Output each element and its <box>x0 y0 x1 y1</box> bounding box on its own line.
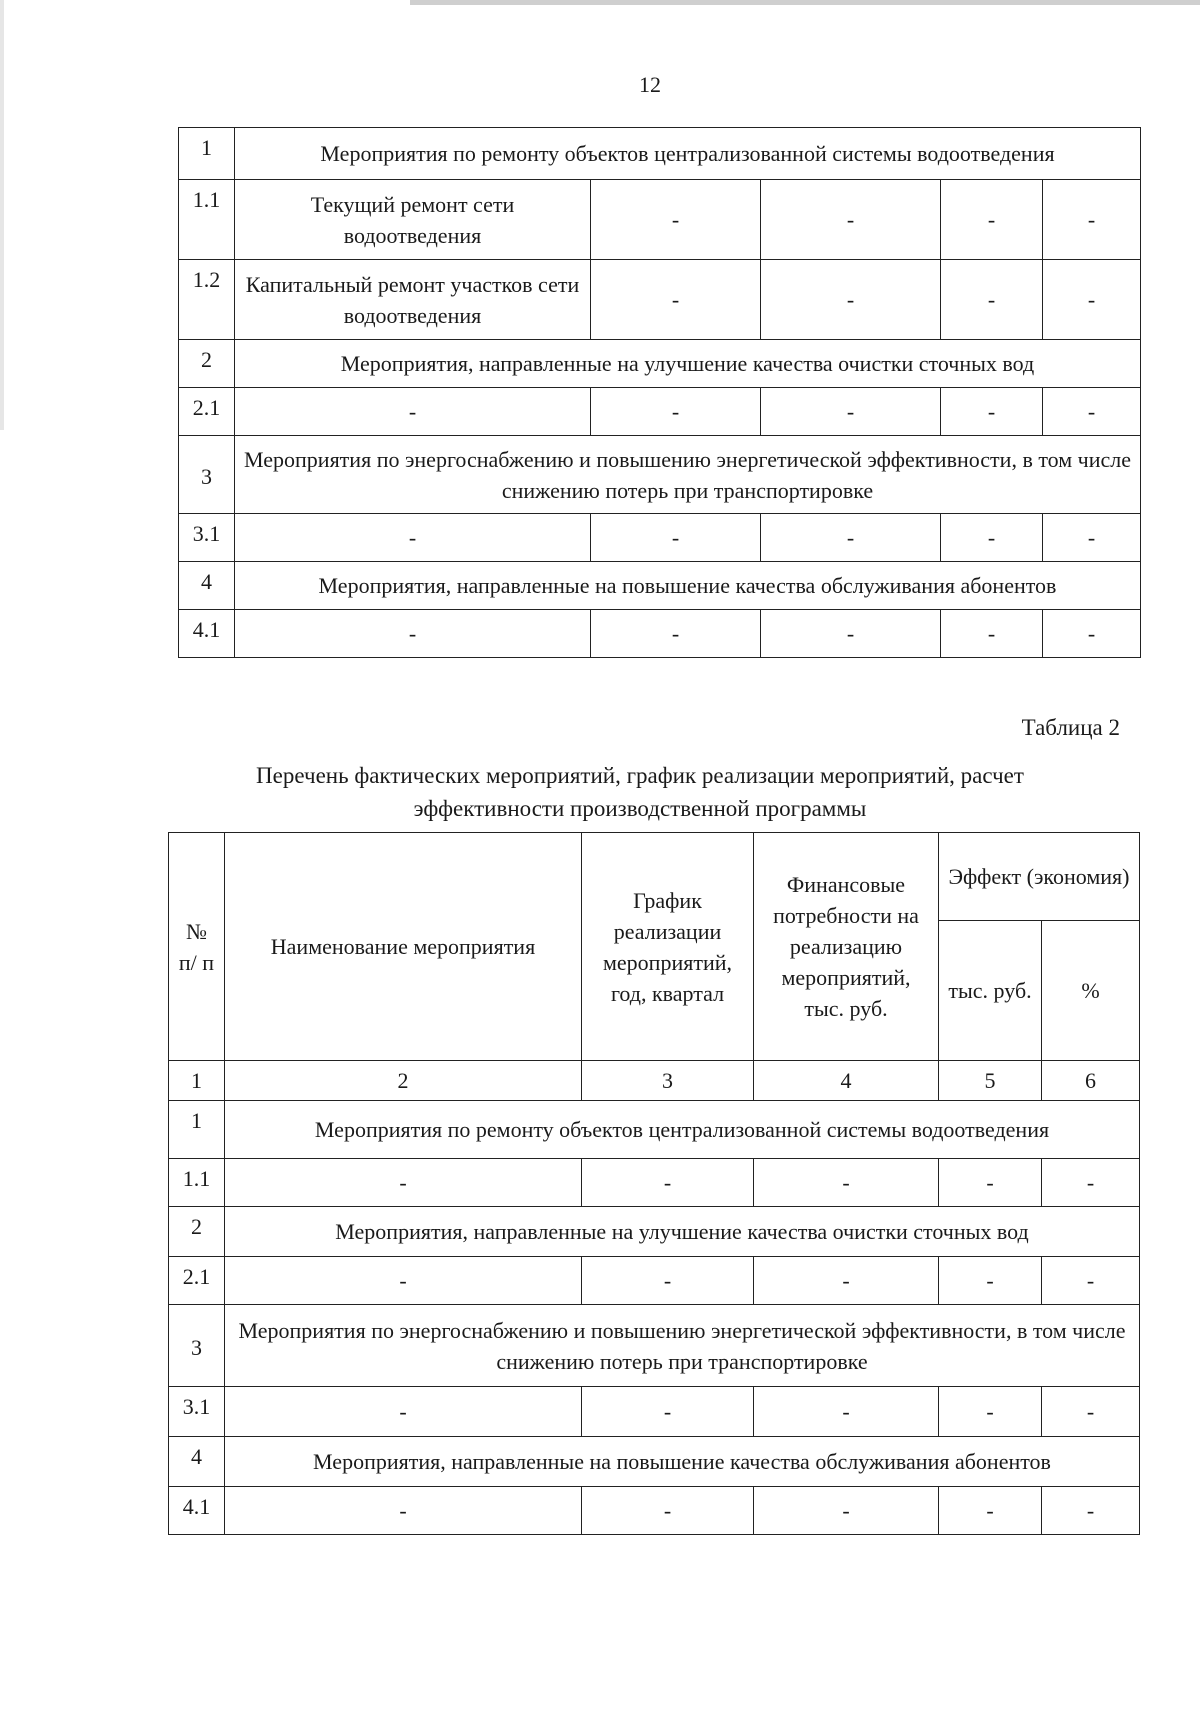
table-row <box>179 388 1141 436</box>
row-number: 2.1 <box>169 1257 225 1305</box>
page-number: 12 <box>639 72 661 97</box>
row-number: 1.1 <box>169 1159 225 1207</box>
cell-value: - <box>582 1387 754 1437</box>
measure-name: - <box>225 1487 582 1535</box>
measure-name: - <box>225 1159 582 1207</box>
section-title: Мероприятия, направленные на повышение качества обслуживания абонентов <box>225 1437 1140 1487</box>
cell-value: - <box>939 1159 1042 1207</box>
cell-value: - <box>1042 1159 1140 1207</box>
row-number: 1.2 <box>179 260 235 340</box>
column-number: 4 <box>754 1061 939 1101</box>
cell-value: - <box>941 388 1043 436</box>
cell-value: - <box>591 260 761 340</box>
table-2-title <box>140 759 1140 825</box>
table-2-caption: Таблица 2 <box>1021 715 1120 740</box>
cell-value: - <box>1043 388 1141 436</box>
column-number: 5 <box>939 1061 1042 1101</box>
section-title: Мероприятия по ремонту объектов централизованной системы водоотведения <box>235 128 1141 180</box>
cell-value: - <box>582 1257 754 1305</box>
scan-edge-top <box>410 0 1200 5</box>
section-title: Мероприятия, направленные на улучшение качества очистки сточных вод <box>225 1207 1140 1257</box>
column-number: 3 <box>582 1061 754 1101</box>
cell-value: - <box>941 514 1043 562</box>
table-2-title-line-1: Перечень фактических мероприятий, график реализации мероприятий, расчет <box>256 763 1024 788</box>
cell-value: - <box>761 610 941 658</box>
cell-value: - <box>591 388 761 436</box>
column-number: 2 <box>225 1061 582 1101</box>
cell-value: - <box>754 1159 939 1207</box>
table-row <box>169 1207 1140 1257</box>
row-number: 4.1 <box>179 610 235 658</box>
row-number: 4 <box>169 1437 225 1487</box>
cell-value: - <box>1043 260 1141 340</box>
row-number: 1 <box>179 128 235 180</box>
row-number: 1.1 <box>179 180 235 260</box>
column-number: 1 <box>169 1061 225 1101</box>
table-row <box>179 180 1141 260</box>
header-effect-percent: % <box>1042 921 1140 1061</box>
table-row <box>179 128 1141 180</box>
section-title: Мероприятия, направленные на повышение качества обслуживания абонентов <box>235 562 1141 610</box>
table-row <box>179 436 1141 514</box>
cell-value: - <box>582 1159 754 1207</box>
table-row <box>169 1101 1140 1159</box>
row-number: 1 <box>169 1101 225 1159</box>
row-number: 3.1 <box>179 514 235 562</box>
measure-name: - <box>225 1257 582 1305</box>
cell-value: - <box>941 260 1043 340</box>
table-2-title-line-2: эффективности производственной программы <box>413 796 867 821</box>
row-number: 3 <box>179 436 235 514</box>
header-name: Наименование мероприятия <box>225 833 582 1061</box>
measure-name: - <box>235 610 591 658</box>
cell-value: - <box>1042 1487 1140 1535</box>
section-title: Мероприятия по ремонту объектов централизованной системы водоотведения <box>225 1101 1140 1159</box>
column-number: 6 <box>1042 1061 1140 1101</box>
cell-value: - <box>591 514 761 562</box>
cell-value: - <box>761 388 941 436</box>
row-number: 3.1 <box>169 1387 225 1437</box>
cell-value: - <box>754 1387 939 1437</box>
cell-value: - <box>941 180 1043 260</box>
table-row <box>169 1159 1140 1207</box>
scan-edge-left <box>0 0 4 430</box>
table-row <box>169 1387 1140 1437</box>
row-number: 4.1 <box>169 1487 225 1535</box>
table-row <box>179 562 1141 610</box>
row-number: 2 <box>179 340 235 388</box>
header-schedule: График реализации мероприятий, год, квартал <box>582 833 754 1061</box>
column-numbers-row <box>169 1061 1140 1101</box>
table-2 <box>168 832 1140 1535</box>
measure-name: - <box>235 388 591 436</box>
table-row <box>179 610 1141 658</box>
header-finance: Финансовые потребности на реализацию мероприятий, тыс. руб. <box>754 833 939 1061</box>
cell-value: - <box>939 1487 1042 1535</box>
table-row <box>179 514 1141 562</box>
table-row <box>169 1305 1140 1387</box>
section-title: Мероприятия по энергоснабжению и повышению энергетической эффективности, в том числе снижению потерь при транспортировке <box>225 1305 1140 1387</box>
measure-name: - <box>225 1387 582 1437</box>
cell-value: - <box>591 610 761 658</box>
cell-value: - <box>1043 610 1141 658</box>
header-effect-rub: тыс. руб. <box>939 921 1042 1061</box>
measure-name: Текущий ремонт сети водоотведения <box>235 180 591 260</box>
table-row <box>169 1487 1140 1535</box>
cell-value: - <box>591 180 761 260</box>
cell-value: - <box>939 1387 1042 1437</box>
table-row <box>169 1257 1140 1305</box>
cell-value: - <box>1043 514 1141 562</box>
cell-value: - <box>1042 1387 1140 1437</box>
header-effect: Эффект (экономия) <box>939 833 1140 921</box>
cell-value: - <box>1042 1257 1140 1305</box>
section-title: Мероприятия по энергоснабжению и повышению энергетической эффективности, в том числе снижению потерь при транспортировке <box>235 436 1141 514</box>
cell-value: - <box>761 260 941 340</box>
cell-value: - <box>754 1487 939 1535</box>
row-number: 2.1 <box>179 388 235 436</box>
header-num: № п/ п <box>169 833 225 1061</box>
cell-value: - <box>761 514 941 562</box>
measure-name: Капитальный ремонт участков сети водоотведения <box>235 260 591 340</box>
measure-name: - <box>235 514 591 562</box>
table-1 <box>178 127 1141 658</box>
row-number: 3 <box>169 1305 225 1387</box>
cell-value: - <box>582 1487 754 1535</box>
cell-value: - <box>939 1257 1042 1305</box>
section-title: Мероприятия, направленные на улучшение качества очистки сточных вод <box>235 340 1141 388</box>
header-row <box>169 833 1140 921</box>
cell-value: - <box>941 610 1043 658</box>
table-row <box>179 340 1141 388</box>
row-number: 2 <box>169 1207 225 1257</box>
cell-value: - <box>754 1257 939 1305</box>
cell-value: - <box>1043 180 1141 260</box>
table-row <box>179 260 1141 340</box>
row-number: 4 <box>179 562 235 610</box>
cell-value: - <box>761 180 941 260</box>
table-row <box>169 1437 1140 1487</box>
